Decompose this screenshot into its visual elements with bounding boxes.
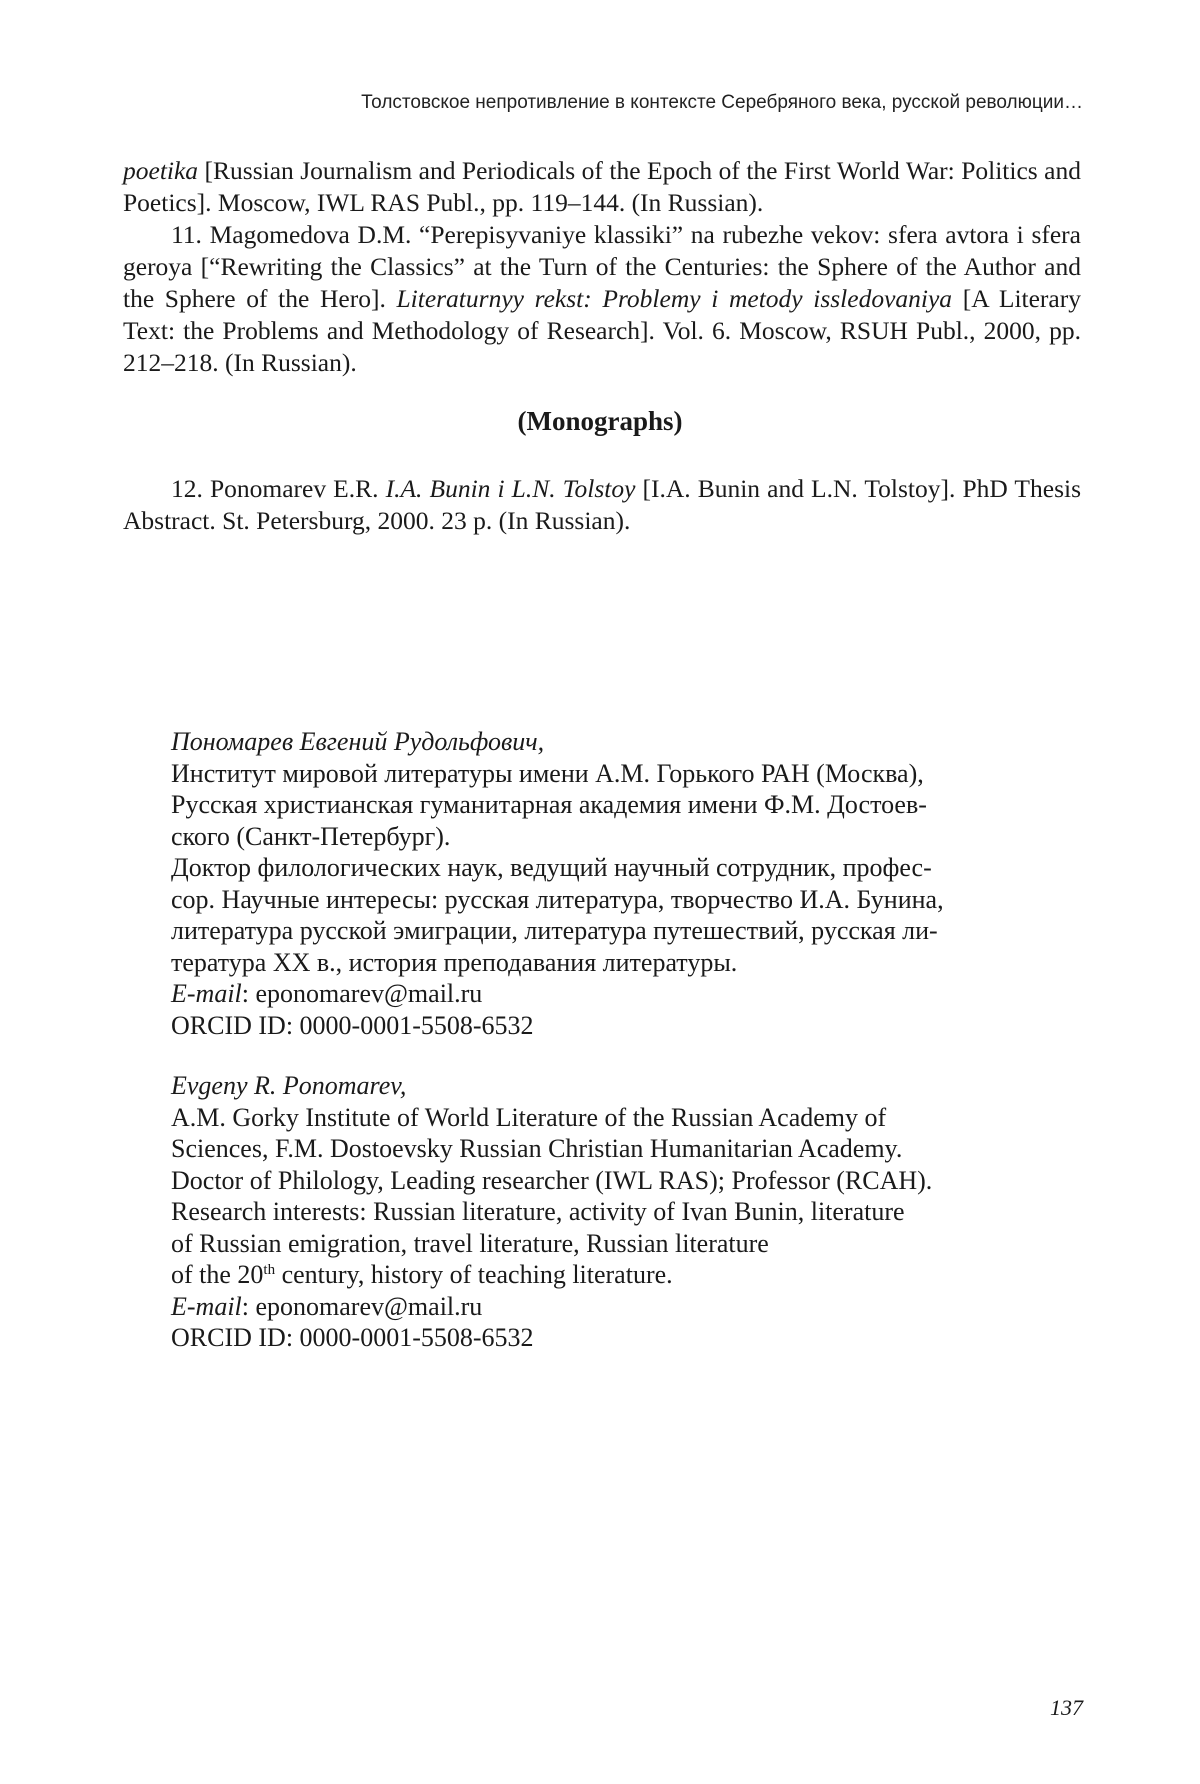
ref12-start: 12. Ponomarev E.R.: [171, 474, 386, 503]
running-header: Толстовское непротивление в контексте Серебряного века, русской революции…: [361, 92, 1083, 113]
reference-12: [123, 473, 1081, 537]
last-line-post: century, history of teaching literature.: [275, 1260, 673, 1289]
last-line-pre: of the 20: [171, 1260, 264, 1289]
author-en-email: [171, 1291, 1091, 1323]
author-ru-line: Доктор филологических наук, ведущий научный сотрудник, профес-: [171, 853, 932, 882]
author-en-line: Doctor of Philology, Leading researcher (IWL RAS); Professor (RCAH).: [171, 1165, 933, 1195]
author-en-orcid: ORCID ID: 0000-0001-5508-6532: [171, 1323, 534, 1352]
author-ru-line: Институт мировой литературы имени А.М. Горького РАН (Москва),: [171, 758, 924, 788]
email-address[interactable]: : eponomarev@mail.ru: [241, 1291, 483, 1321]
page-number: 137: [1050, 1695, 1083, 1720]
reference-11: [123, 219, 1081, 379]
ref12-rest: [I.A. Bunin and L.N. Tolstoy]. PhD Thesis Abstract. St. Petersburg, 2000. 23 p. (In Russian).: [123, 474, 1081, 535]
author-ru-email: [171, 978, 1091, 1010]
email-address[interactable]: : eponomarev@mail.ru: [241, 979, 483, 1008]
ref11-italic: Literaturnyy rekst: Problemy i metody issledovaniya: [396, 284, 953, 313]
author-name-en: Evgeny R. Ponomarev,: [171, 1071, 407, 1100]
ref10-italic: poetika: [123, 156, 199, 185]
ref11-rest: [A Literary Text: the Problems and Methodology of Research]. Vol. 6. Moscow, RSUH Publ., 2000, pp. 212–218. (In Russian).: [123, 284, 1081, 377]
author-en-line: Research interests: Russian literature, activity of Ivan Bunin, literature: [171, 1197, 905, 1226]
author-ru-line: литература русской эмиграции, литература путешествий, русская ли-: [171, 916, 938, 945]
author-info-english: [171, 1070, 1091, 1354]
monographs-list: [123, 473, 1081, 537]
section-heading-monographs: (Monographs): [517, 406, 683, 436]
author-ru-line: Русская христианская гуманитарная академия имени Ф.М. Достоев-: [171, 790, 927, 819]
author-en-line: of Russian emigration, travel literature, Russian literature: [171, 1228, 769, 1258]
ref12-italic: I.A. Bunin i L.N. Tolstoy: [385, 474, 636, 503]
author-info-russian: [171, 726, 1091, 1041]
author-name-ru: Пономарев Евгений Рудольфович,: [171, 727, 545, 756]
ordinal-suffix: th: [263, 1262, 276, 1278]
author-ru-line: сор. Научные интересы: русская литература, творчество И.А. Бунина,: [171, 884, 944, 914]
author-ru-line: ского (Санкт-Петербург).: [171, 821, 451, 851]
author-ru-orcid: ORCID ID: 0000-0001-5508-6532: [171, 1010, 534, 1040]
ref11-start: 11. Magomedova D.M. “Perepisyvaniye klassiki” na rubezhe vekov: sfera avtora i sfera geroya [“Rewriting the Classics” at the Turn of the Centuries: the Sphere of the Author and the Sphere of the Hero].: [123, 220, 1081, 313]
email-label: E-mail: [171, 979, 242, 1008]
author-en-line: A.M. Gorky Institute of World Literature of the Russian Academy of: [171, 1102, 887, 1132]
author-ru-line: тература XX в., история преподавания литературы.: [171, 947, 738, 977]
author-en-last-line: [171, 1259, 1091, 1291]
email-label: E-mail: [171, 1291, 242, 1321]
references-continuation: [123, 155, 1081, 379]
ref10-rest: [Russian Journalism and Periodicals of the Epoch of the First World War: Politics and Poetics]. Moscow, IWL RAS Publ., pp. 119–144. (In Russian).: [123, 156, 1081, 217]
reference-10-continuation: [123, 155, 1081, 219]
author-en-line: Sciences, F.M. Dostoevsky Russian Christian Humanitarian Academy.: [171, 1134, 903, 1163]
